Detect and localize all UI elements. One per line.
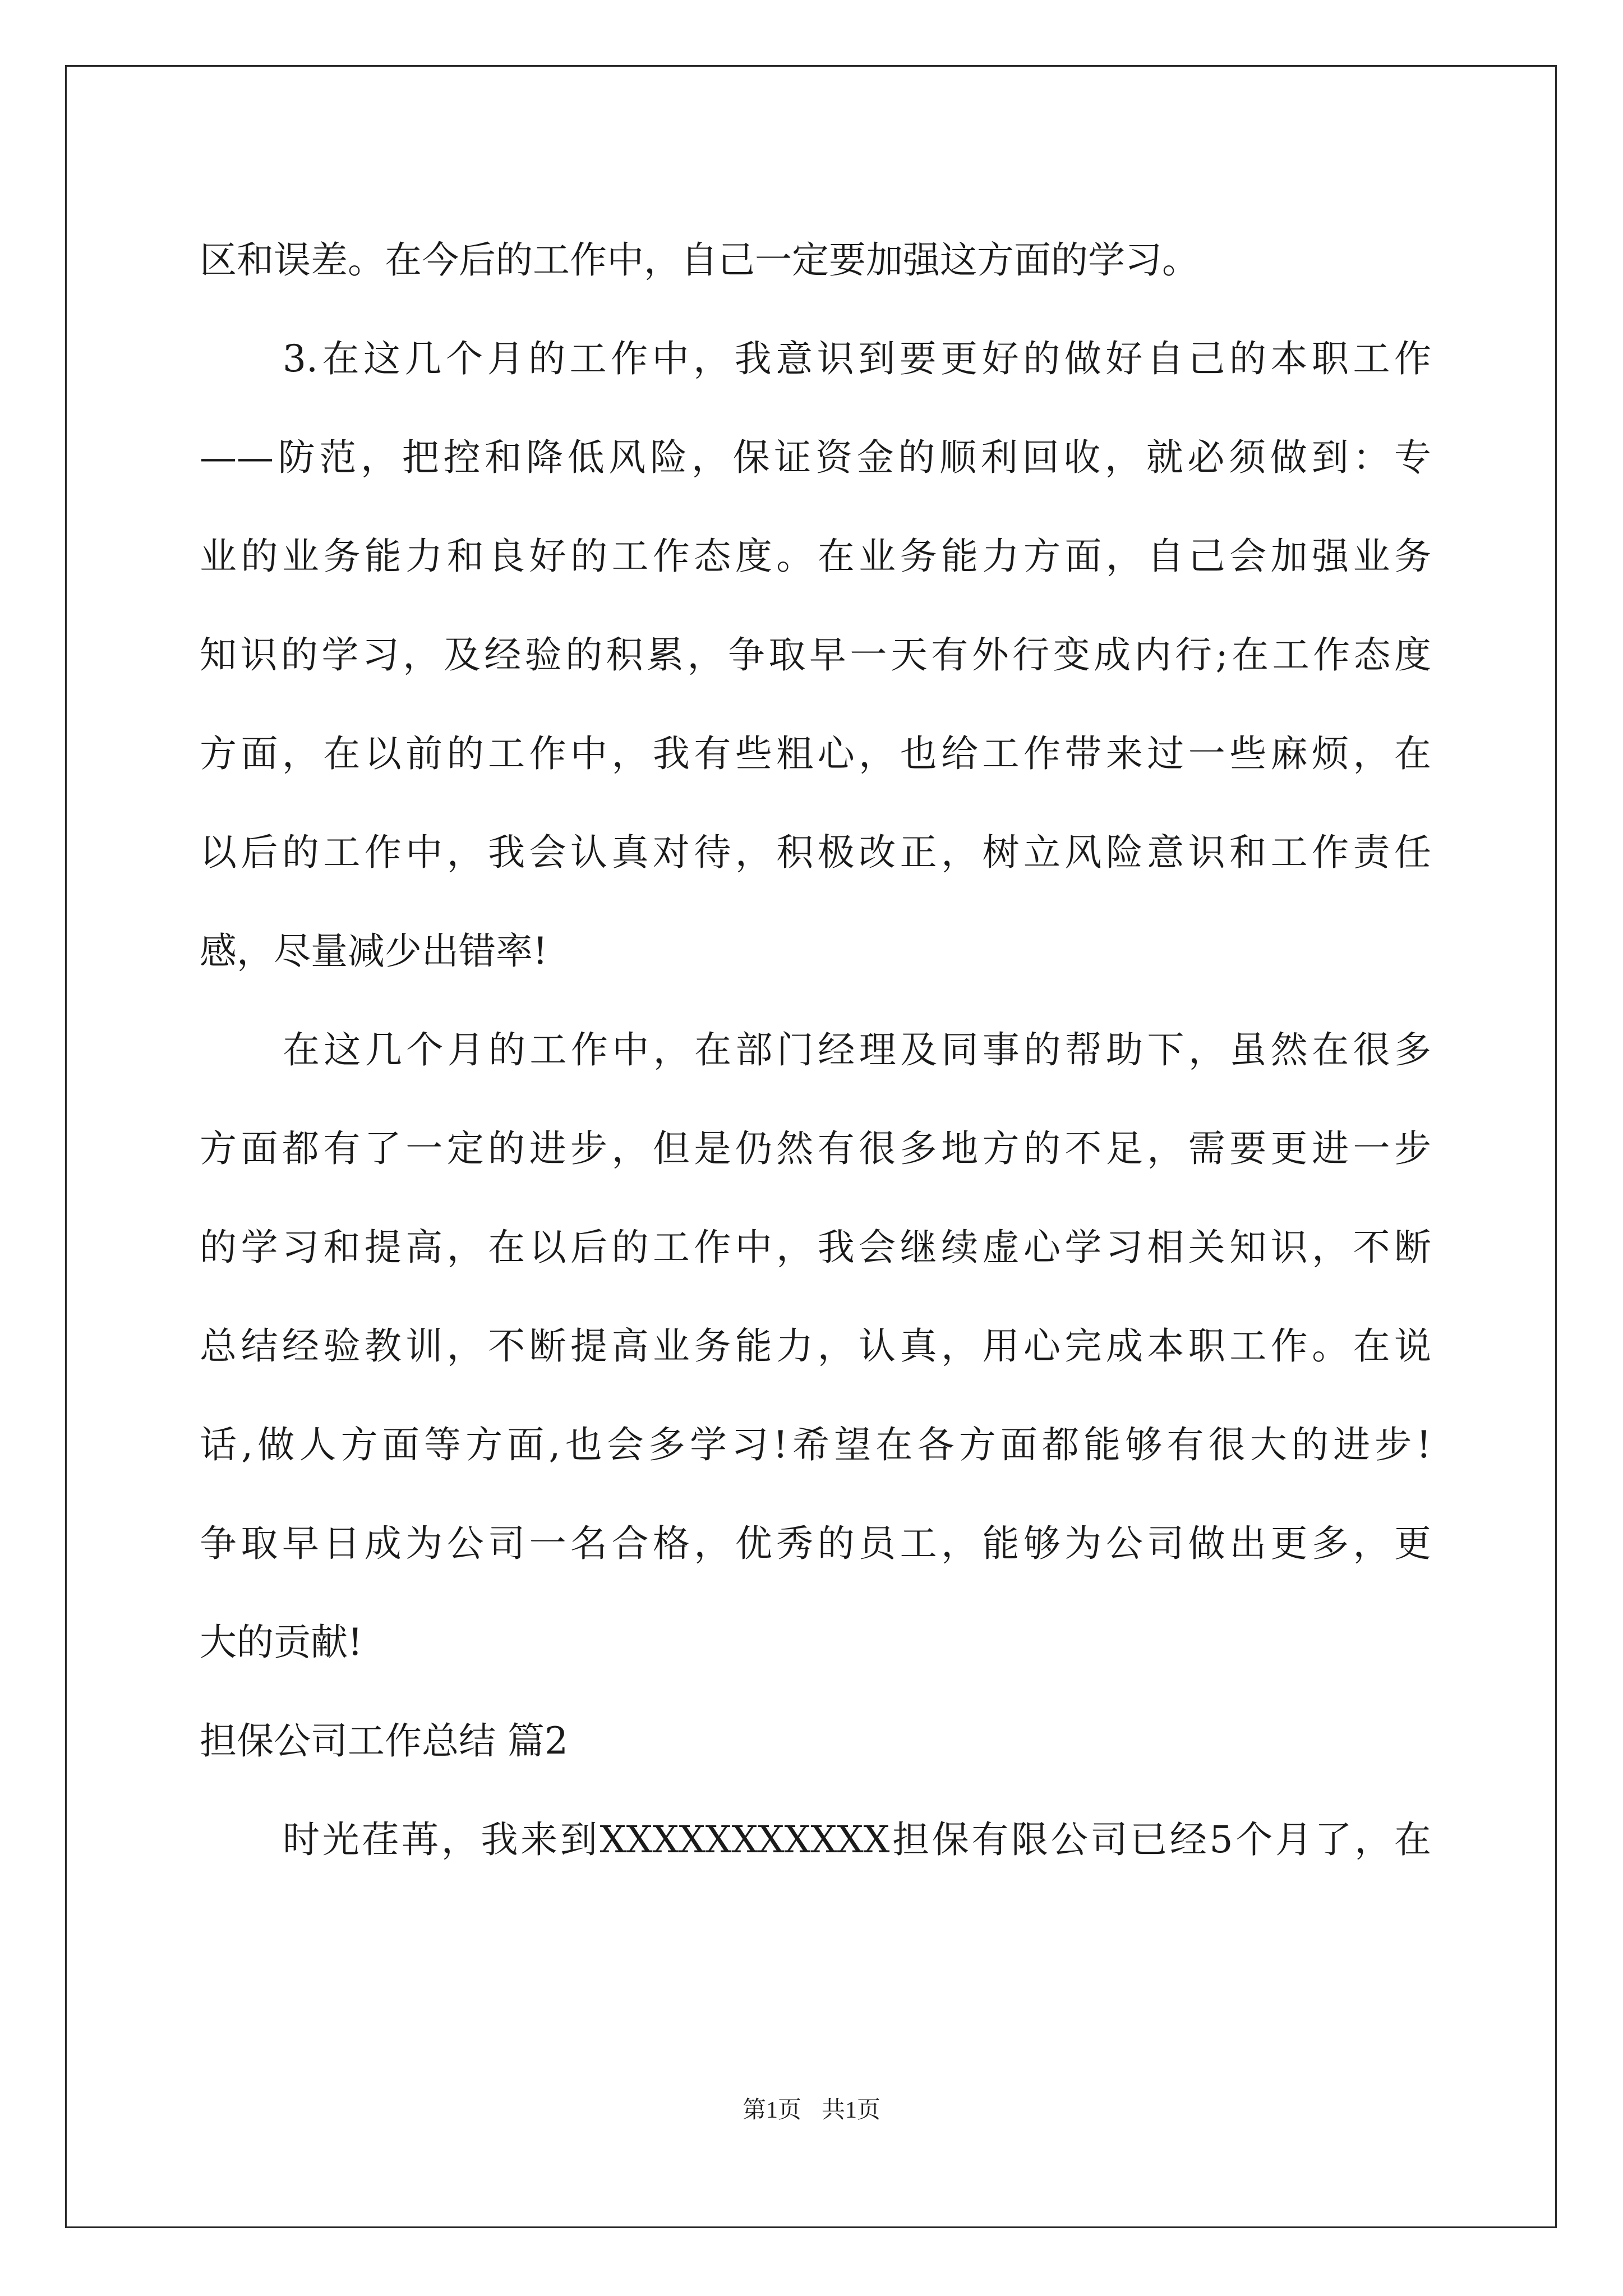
paragraph-line: 的学习和提高，在以后的工作中，我会继续虚心学习相关知识，不断 bbox=[200, 1226, 1431, 1269]
page-number: 第1页 bbox=[742, 2097, 801, 2123]
paragraph-line: 话,做人方面等方面,也会多学习!希望在各方面都能够有很大的进步! bbox=[200, 1423, 1431, 1466]
paragraph-line: 业的业务能力和良好的工作态度。在业务能力方面，自己会加强业务 bbox=[200, 535, 1431, 578]
paragraph-line: 区和误差。在今后的工作中，自己一定要加强这方面的学习。 bbox=[200, 238, 1199, 282]
paragraph-line: 时光荏苒，我来到XXXXXXXXXXX担保有限公司已经5个月了，在 bbox=[283, 1818, 1431, 1861]
document-body bbox=[200, 211, 1431, 1889]
section-heading: 担保公司工作总结 篇2 bbox=[200, 1719, 568, 1763]
paragraph-line: 方面，在以前的工作中，我有些粗心，也给工作带来过一些麻烦，在 bbox=[200, 732, 1431, 775]
paragraph-line: 在这几个月的工作中，在部门经理及同事的帮助下，虽然在很多 bbox=[283, 1028, 1431, 1071]
paragraph-line: ——防范，把控和降低风险，保证资金的顺利回收，就必须做到：专 bbox=[200, 436, 1431, 479]
page-footer bbox=[0, 2091, 1623, 2125]
paragraph-line: 感，尽量减少出错率! bbox=[200, 930, 548, 973]
page-total: 共1页 bbox=[822, 2097, 881, 2123]
paragraph-line: 3.在这几个月的工作中，我意识到要更好的做好自己的本职工作 bbox=[283, 337, 1431, 380]
paragraph-line: 总结经验教训，不断提高业务能力，认真，用心完成本职工作。在说 bbox=[200, 1324, 1431, 1368]
paragraph-line: 方面都有了一定的进步，但是仍然有很多地方的不足，需要更进一步 bbox=[200, 1127, 1431, 1170]
paragraph-line: 知识的学习，及经验的积累，争取早一天有外行变成内行;在工作态度 bbox=[200, 633, 1431, 677]
paragraph-line: 争取早日成为公司一名合格，优秀的员工，能够为公司做出更多，更 bbox=[200, 1522, 1431, 1565]
paragraph-line: 大的贡献! bbox=[200, 1621, 363, 1664]
paragraph-line: 以后的工作中，我会认真对待，积极改正，树立风险意识和工作责任 bbox=[200, 831, 1431, 874]
